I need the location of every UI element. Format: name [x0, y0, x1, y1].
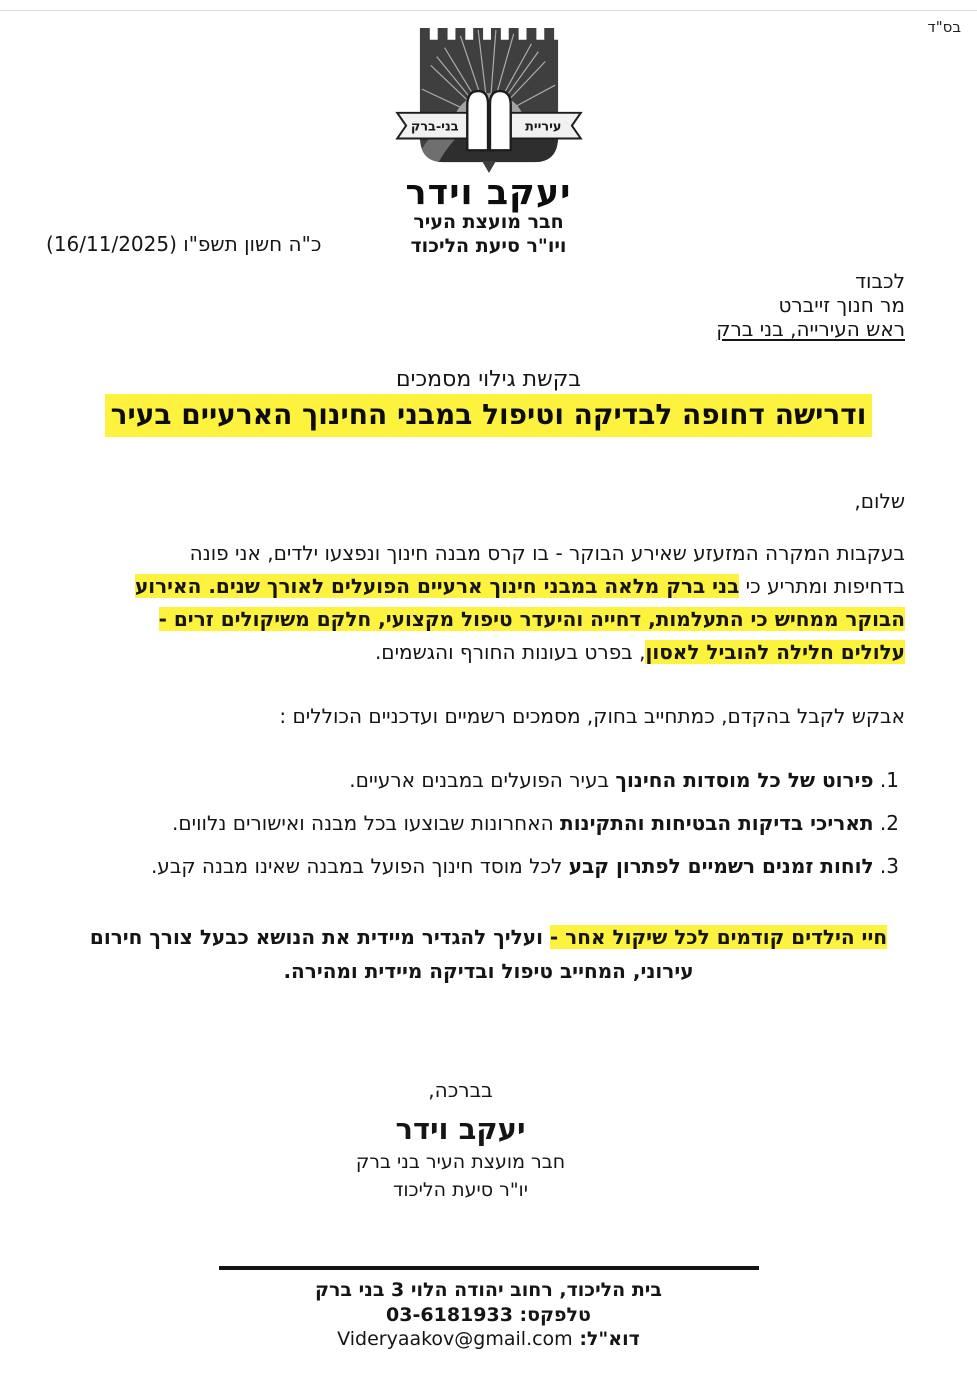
- letterhead: [72, 0, 905, 259]
- p1-line3-highlight: הבוקר ממחיש כי התעלמות, דחייה והיעדר טיפול מקצועי, חלקם משיקולים זרים -: [158, 607, 905, 632]
- letter-title: [72, 398, 905, 431]
- emphasis-paragraph: [72, 920, 905, 988]
- emphasis-highlight: חיי הילדים קודמים לכל שיקול אחר -: [549, 924, 888, 949]
- paragraph-main: [72, 537, 905, 670]
- emblem-tip: [482, 161, 496, 173]
- recipient-title: ראש העירייה, בני ברק: [716, 316, 905, 341]
- recipient-name: מר חנוך זייברט: [778, 292, 905, 317]
- list-item-number: 1.: [873, 767, 899, 792]
- list-item: [72, 811, 899, 835]
- footer-address: בית הליכוד, רחוב יהודה הלוי 3 בני ברק: [315, 1279, 662, 1302]
- signature-role-1: חבר מועצת העיר בני ברק: [355, 1150, 566, 1173]
- p1-line4b: , בפרט בעונות החורף והגשמים.: [374, 640, 646, 665]
- signature-closing: בברכה,: [428, 1077, 493, 1102]
- signature-name: יעקב וידר: [395, 1111, 526, 1146]
- emphasis-rest: ועליך להגדיר מיידית את הנושא כבעל צורך חירום: [89, 924, 550, 949]
- p1-line2-highlight: בני ברק מלאה במבני חינוך ארעיים הפועלים לאורך שנים. האירוע: [134, 574, 740, 599]
- subject-block: [72, 367, 905, 431]
- request-list: [72, 768, 905, 878]
- list-item-rest: בעיר הפועלים במבנים ארעיים.: [349, 767, 616, 792]
- ribbon-text-left: בני-ברק: [410, 119, 459, 135]
- recipient-block: [72, 269, 905, 341]
- emphasis-line2: עירוני, המחייב טיפול ובדיקה מיידית ומהירה.: [283, 958, 694, 983]
- recipient-honorific: לכבוד: [855, 268, 905, 293]
- list-item-bold: לוחות זמנים רשמיים לפתרון קבע: [568, 853, 874, 878]
- footer: [72, 1266, 905, 1351]
- bsd-text: בס"ד: [927, 18, 961, 36]
- p1-line1: בעקבות המקרה המזעזע שאירע הבוקר - בו קרס מבנה חינוך ונפצעו ילדים, אני פונה: [189, 540, 905, 565]
- list-item: [72, 854, 899, 878]
- footer-email: Videryaakov@gmail.com: [337, 1328, 573, 1350]
- signature-block: [72, 1078, 905, 1203]
- p1-line2a: בדחיפות ומתריע כי: [739, 574, 905, 599]
- list-item-bold: תאריכי בדיקות הבטיחות והתקינות: [560, 810, 874, 835]
- letter-title-highlight: ודרישה דחופה לבדיקה וטיפול במבני החינוך הארעיים בעיר: [105, 394, 873, 437]
- request-line: אבקש לקבל בהקדם, כמתחייב בחוק, מסמכים רשמיים ועדכניים הכוללים :: [279, 703, 905, 728]
- bnei-brak-emblem: [386, 24, 592, 174]
- list-item-rest: האחרונות שבוצעו בכל מבנה ואישורים נלווים.: [171, 810, 561, 835]
- list-item-number: 3.: [873, 853, 899, 878]
- footer-phone: טלפקס: 03-6181933: [386, 1303, 591, 1326]
- list-item: [72, 768, 899, 792]
- footer-email-label: דוא"ל:: [572, 1328, 640, 1350]
- subject-line: בקשת גילוי מסמכים: [395, 366, 582, 392]
- signature-role-2: יו"ר סיעת הליכוד: [393, 1178, 528, 1201]
- footer-email-line: [72, 1327, 905, 1351]
- list-item-number: 2.: [873, 810, 899, 835]
- date-line: כ"ה חשון תשפ"ו (16/11/2025): [46, 232, 322, 256]
- ribbon-text-right: עיריית: [524, 119, 561, 135]
- letterhead-role-1: חבר מועצת העיר: [413, 211, 564, 233]
- letterhead-name: יעקב וידר: [405, 173, 572, 213]
- letterhead-role-2: ויו"ר סיעת הליכוד: [410, 234, 567, 257]
- list-item-rest: לכל מוסד חינוך הפועל במבנה שאינו מבנה קבע.: [150, 853, 569, 878]
- list-item-bold: פירוט של כל מוסדות החינוך: [615, 767, 874, 792]
- p1-line4-highlight: עלולים חלילה להוביל לאסון: [645, 640, 905, 665]
- footer-divider: [219, 1266, 759, 1270]
- greeting: שלום,: [854, 488, 905, 513]
- page-top-divider: [0, 10, 977, 11]
